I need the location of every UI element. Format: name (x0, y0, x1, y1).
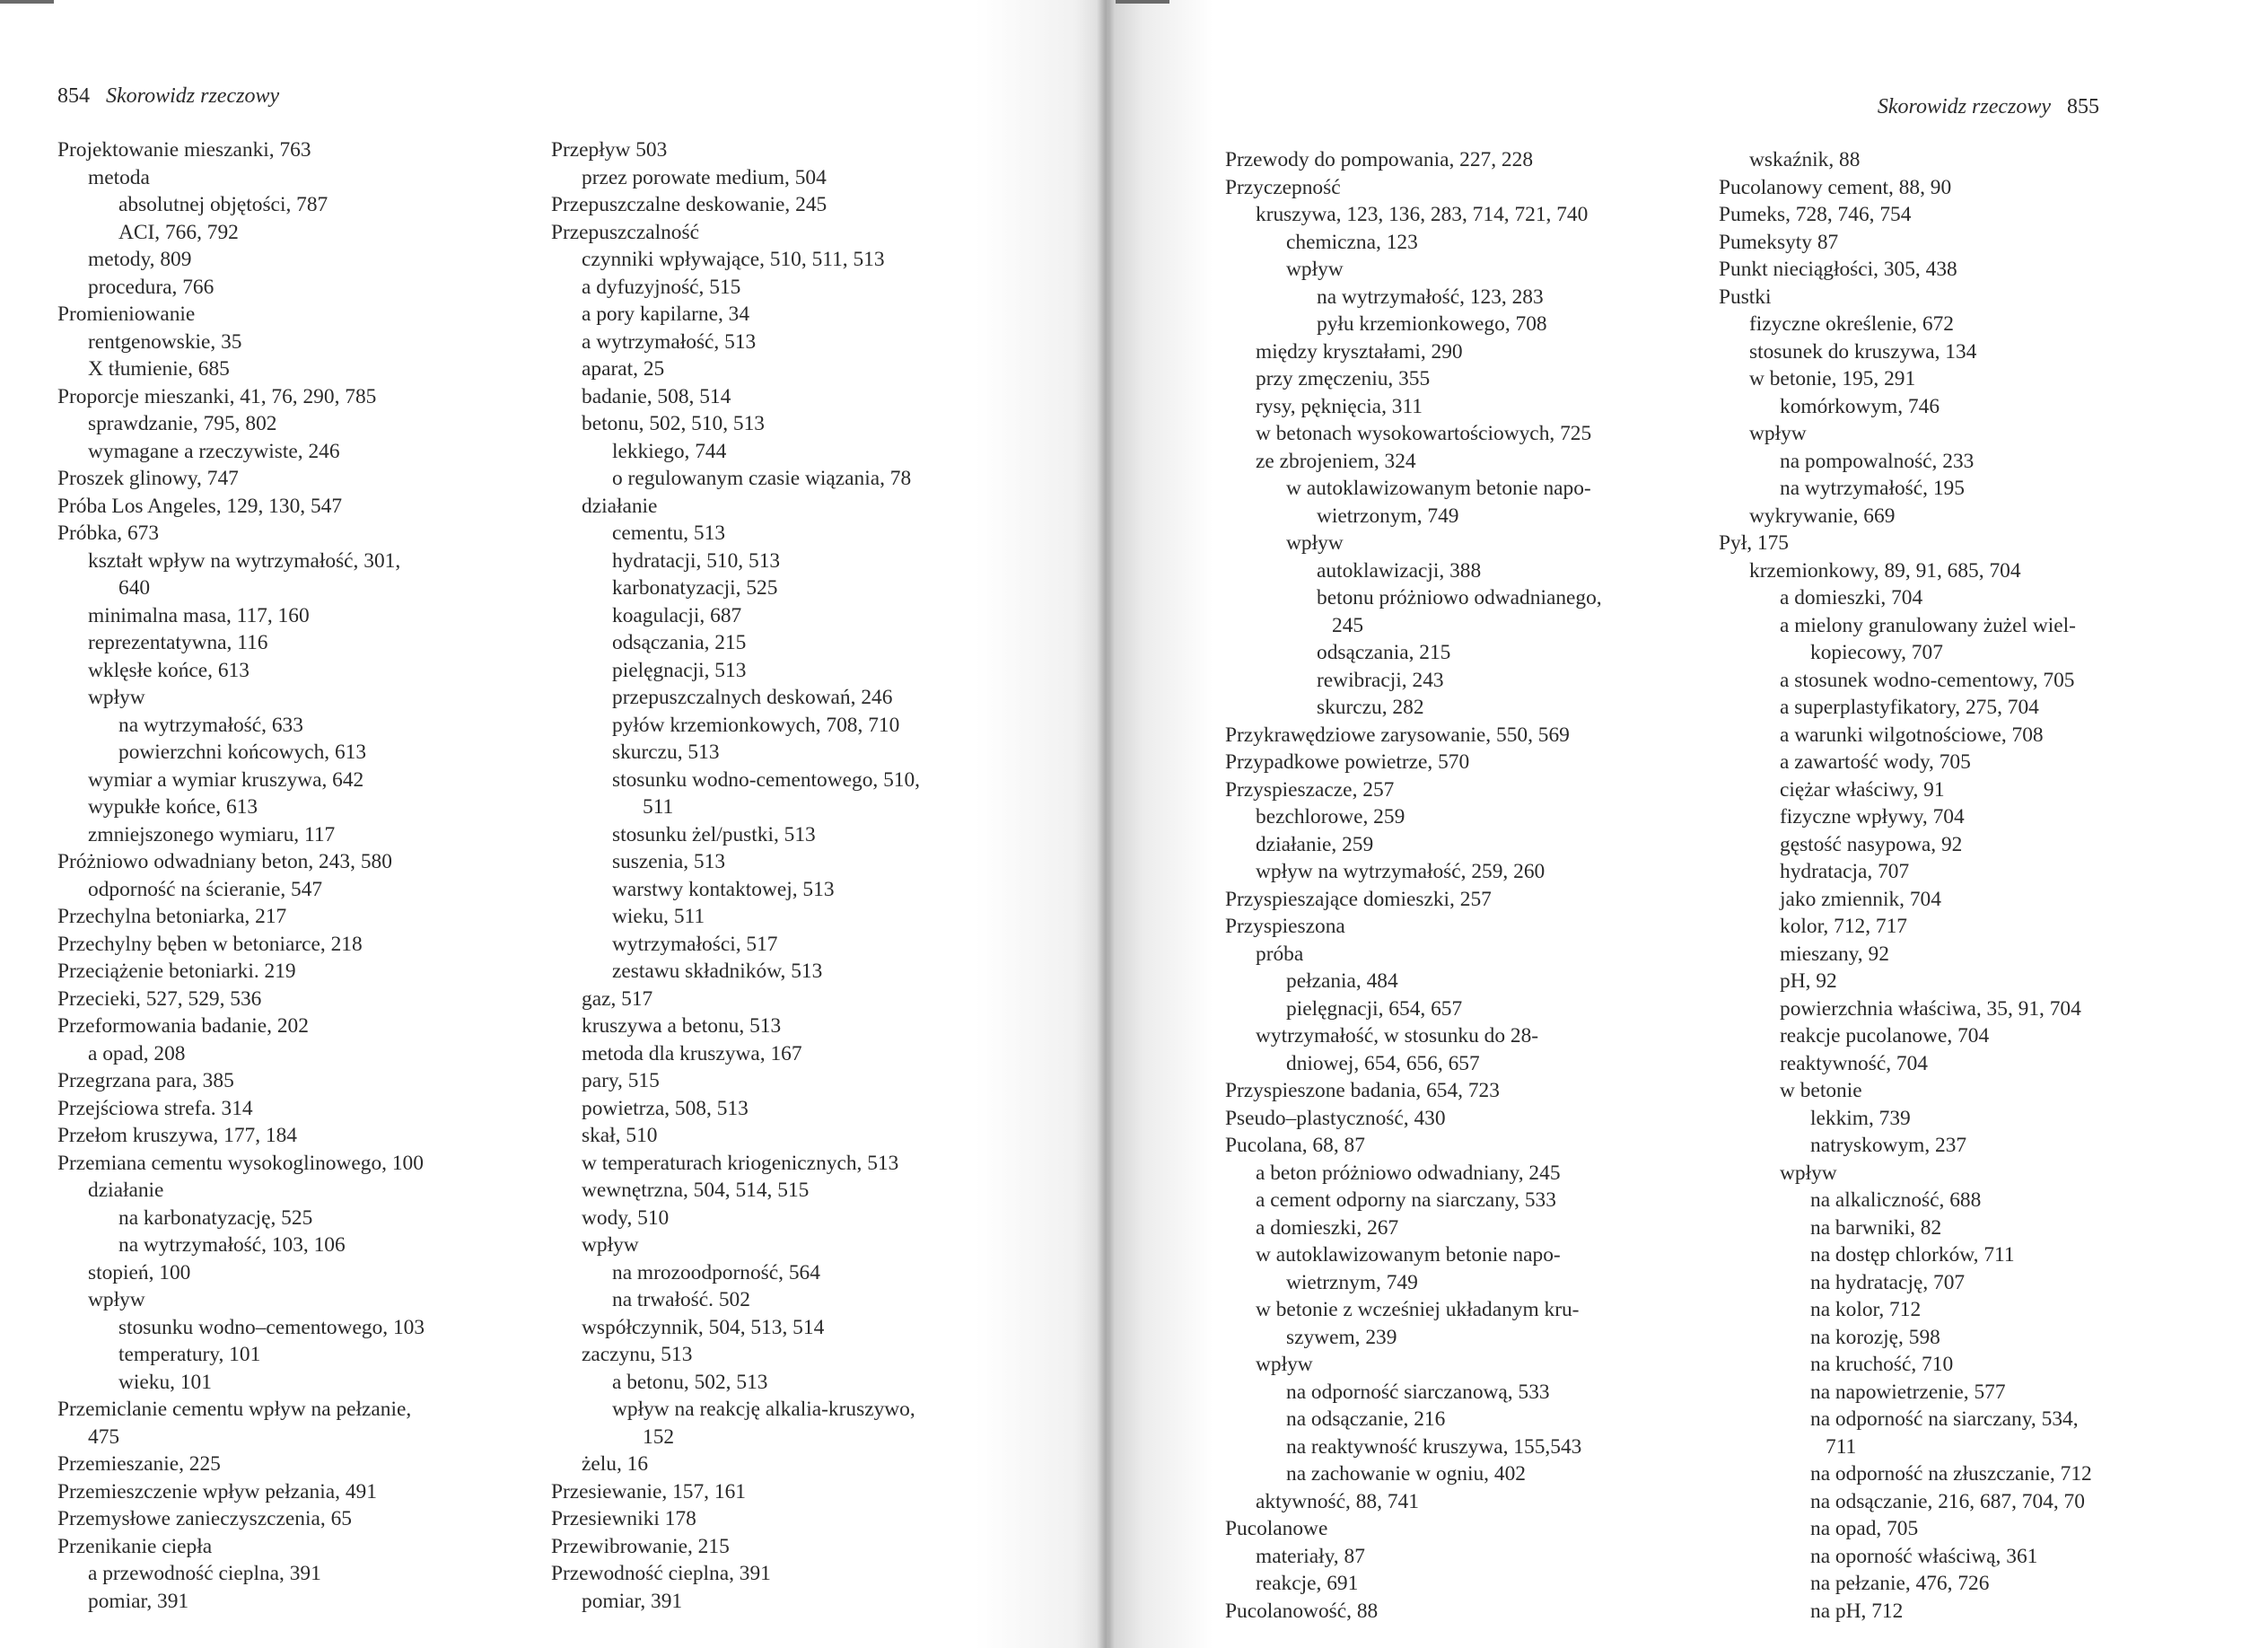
index-subentry: wpływ (1256, 1353, 1313, 1376)
index-subentry: powierzchnia właściwa, 35, 91, 704 (1780, 996, 2081, 1021)
index-subentry: a przewodność cieplna, 391 (88, 1562, 321, 1585)
index-subentry: natryskowym, 237 (1810, 1134, 1967, 1157)
index-subentry: dniowej, 654, 656, 657 (1286, 1051, 1480, 1075)
index-subentry: fizyczne określenie, 672 (1749, 312, 1954, 336)
index-entry: Pucolana, 68, 87 (1225, 1134, 1365, 1157)
index-subentry: bezchlorowe, 259 (1256, 805, 1405, 828)
index-subentry: w betonie z wcześniej układanym kru- (1256, 1298, 1580, 1321)
index-subentry: na opad, 705 (1810, 1517, 1919, 1540)
left-running-title: Skorowidz rzeczowy (106, 84, 280, 108)
index-subentry: chemiczna, 123 (1286, 230, 1418, 254)
index-entry: Przemiana cementu wysokoglinowego, 100 (57, 1151, 424, 1175)
index-subentry: pielęgnacji, 654, 657 (1286, 996, 1463, 1021)
index-subentry: a mielony granulowany żużel wiel- (1780, 613, 2076, 637)
index-column-2 (551, 136, 920, 1615)
index-subentry: w betonie, 195, 291 (1749, 367, 1916, 390)
index-entry: Przemiclanie cementu wpływ na pełzanie, (57, 1398, 412, 1421)
index-subentry: na pełzanie, 476, 726 (1810, 1572, 1990, 1595)
index-subentry: wpływ (582, 1233, 639, 1257)
index-entry: Punkt nieciągłości, 305, 438 (1719, 258, 1957, 281)
index-subentry: stosunku żel/pustki, 513 (612, 822, 816, 846)
index-subentry: zmniejszonego wymiaru, 117 (88, 822, 336, 846)
index-subentry: wpływ (1286, 258, 1344, 281)
index-subentry: pyłu krzemionkowego, 708 (1317, 312, 1547, 336)
index-subentry: w betonach wysokowartościowych, 725 (1256, 422, 1592, 445)
index-subentry: skurczu, 513 (612, 741, 720, 764)
index-subentry: 475 (88, 1424, 120, 1449)
index-subentry: o regulowanym czasie wiązania, 78 (612, 467, 912, 490)
index-entry: Pucolanowość, 88 (1225, 1599, 1379, 1623)
index-subentry: pyłów krzemionkowych, 708, 710 (612, 713, 900, 737)
index-subentry: na mrozoodporność, 564 (612, 1260, 820, 1284)
index-entry: Przyczepność (1225, 175, 1341, 199)
index-subentry: wpływ na wytrzymałość, 259, 260 (1256, 860, 1546, 883)
index-subentry: jako zmiennik, 704 (1780, 887, 1941, 911)
index-subentry: na dostęp chlorków, 711 (1810, 1243, 2015, 1267)
index-entry: Próbka, 673 (57, 522, 160, 545)
book-gutter (1097, 0, 1115, 1648)
index-subentry: na odsączanie, 216, 687, 704, 70 (1810, 1489, 2085, 1513)
index-subentry: pełzania, 484 (1286, 969, 1398, 993)
index-subentry: pomiar, 391 (582, 1589, 683, 1613)
index-subentry: autoklawizacji, 388 (1317, 558, 1482, 583)
index-entry: Przyspieszacze, 257 (1225, 777, 1395, 802)
index-subentry: reaktywność, 704 (1780, 1051, 1928, 1075)
index-entry: Przegrzana para, 385 (57, 1069, 234, 1092)
index-subentry: lekkim, 739 (1810, 1106, 1911, 1130)
index-subentry: na wytrzymałość, 123, 283 (1317, 285, 1544, 309)
index-entry: Pucolanowe (1225, 1517, 1328, 1540)
index-subentry: przez porowate medium, 504 (582, 165, 827, 189)
index-subentry: komórkowym, 746 (1780, 394, 1940, 418)
index-column-3 (1225, 146, 1602, 1625)
index-entry: Przemieszczenie wpływ pełzania, 491 (57, 1479, 377, 1503)
index-subentry: 511 (643, 795, 674, 819)
index-subentry: rewibracji, 243 (1317, 668, 1444, 692)
index-subentry: skał, 510 (582, 1124, 658, 1147)
index-subentry: działanie, 259 (1256, 832, 1374, 856)
index-subentry: ciężar właściwy, 91 (1780, 777, 1945, 802)
index-subentry: metoda (88, 165, 150, 189)
index-entry: Przeciążenie betoniarki. 219 (57, 960, 296, 983)
index-subentry: betonu, 502, 510, 513 (582, 412, 766, 435)
index-subentry: zestawu składników, 513 (612, 960, 823, 983)
index-subentry: wymiar a wymiar kruszywa, 642 (88, 767, 364, 792)
index-subentry: gaz, 517 (582, 986, 653, 1011)
index-subentry: wody, 510 (582, 1205, 670, 1230)
index-subentry: sprawdzanie, 795, 802 (88, 412, 277, 435)
index-entry: Przełom kruszywa, 177, 184 (57, 1124, 297, 1147)
index-subentry: reprezentatywna, 116 (88, 631, 268, 654)
index-subentry: na wytrzymałość, 633 (118, 713, 303, 737)
index-subentry: wietrznym, 749 (1286, 1270, 1418, 1294)
index-subentry: a domieszki, 267 (1256, 1215, 1399, 1240)
index-subentry: a warunki wilgotnościowe, 708 (1780, 723, 2044, 747)
index-subentry: na odporność siarczanową, 533 (1286, 1380, 1550, 1404)
index-entry: Przepuszczalność (551, 220, 699, 244)
index-entry: Przesiewniki 178 (551, 1507, 696, 1530)
index-column-4 (1719, 146, 2092, 1625)
index-subentry: na zachowanie w ogniu, 402 (1286, 1462, 1526, 1486)
right-page (1108, 0, 2268, 1648)
index-subentry: metody, 809 (88, 248, 192, 271)
index-subentry: pomiar, 391 (88, 1589, 189, 1613)
index-subentry: a superplastyfikatory, 275, 704 (1780, 696, 2039, 719)
index-entry: Pumeks, 728, 746, 754 (1719, 203, 1912, 226)
index-subentry: na karbonatyzację, 525 (118, 1205, 313, 1230)
index-subentry: na kolor, 712 (1810, 1298, 1922, 1321)
index-entry: Przewodność cieplna, 391 (551, 1562, 771, 1585)
index-subentry: wewnętrzna, 504, 514, 515 (582, 1179, 810, 1202)
index-subentry: kolor, 712, 717 (1780, 915, 1907, 938)
index-column-1 (57, 136, 425, 1615)
index-subentry: czynniki wpływające, 510, 511, 513 (582, 248, 885, 271)
index-entry: Przepływ 503 (551, 138, 668, 162)
index-subentry: wietrzonym, 749 (1317, 504, 1459, 528)
index-subentry: aktywność, 88, 741 (1256, 1489, 1419, 1513)
index-subentry: na napowietrzenie, 577 (1810, 1380, 2006, 1404)
index-subentry: ACI, 766, 792 (118, 220, 239, 244)
index-subentry: wytrzymałość, w stosunku do 28- (1256, 1024, 1539, 1048)
left-page-number: 854 (57, 84, 90, 108)
index-subentry: kruszywa, 123, 136, 283, 714, 721, 740 (1256, 203, 1589, 226)
index-subentry: a domieszki, 704 (1780, 586, 1923, 609)
index-subentry: minimalna masa, 117, 160 (88, 603, 310, 627)
index-subentry: na odporność na siarczany, 534, (1810, 1407, 2079, 1431)
index-subentry: lekkiego, 744 (612, 439, 727, 463)
index-subentry: pH, 92 (1780, 969, 1837, 993)
index-subentry: stosunku wodno–cementowego, 103 (118, 1315, 425, 1339)
index-subentry: a beton próżniowo odwadniany, 245 (1256, 1161, 1561, 1185)
index-entry: Przemysłowe zanieczyszczenia, 65 (57, 1507, 352, 1530)
index-subentry: stosunku wodno-cementowego, 510, (612, 767, 921, 792)
index-subentry: na wytrzymałość, 103, 106 (118, 1233, 346, 1257)
index-subentry: żelu, 16 (582, 1452, 649, 1476)
index-subentry: X tłumienie, 685 (88, 357, 230, 381)
page-edge-mark (0, 0, 54, 4)
index-subentry: mieszany, 92 (1780, 942, 1889, 966)
index-subentry: a dyfuzyjność, 515 (582, 275, 741, 299)
index-subentry: działanie (582, 494, 658, 518)
index-subentry: wieku, 101 (118, 1370, 212, 1394)
index-entry: Przewibrowanie, 215 (551, 1534, 730, 1558)
index-subentry: odsączania, 215 (612, 631, 747, 654)
index-subentry: temperatury, 101 (118, 1343, 261, 1366)
index-subentry: kopiecowy, 707 (1810, 641, 1943, 664)
index-entry: Przemieszanie, 225 (57, 1452, 221, 1476)
index-subentry: 640 (118, 576, 151, 600)
index-subentry: procedura, 766 (88, 275, 215, 299)
index-subentry: wpływ (1780, 1161, 1837, 1185)
index-subentry: wykrywanie, 669 (1749, 504, 1896, 528)
index-entry: Przewody do pompowania, 227, 228 (1225, 148, 1534, 171)
index-subentry: zaczynu, 513 (582, 1343, 693, 1366)
index-subentry: 245 (1332, 613, 1364, 637)
index-subentry: wpływ (88, 686, 145, 709)
index-subentry: absolutnej objętości, 787 (118, 193, 328, 216)
index-subentry: w temperaturach kriogenicznych, 513 (582, 1151, 899, 1175)
index-entry: Przykrawędziowe zarysowanie, 550, 569 (1225, 723, 1570, 747)
index-subentry: metoda dla kruszywa, 167 (582, 1041, 802, 1065)
index-subentry: krzemionkowy, 89, 91, 685, 704 (1749, 558, 2021, 583)
index-subentry: na wytrzymałość, 195 (1780, 477, 1965, 500)
index-subentry: próba (1256, 942, 1304, 966)
index-subentry: przy zmęczeniu, 355 (1256, 367, 1431, 390)
index-subentry: a cement odporny na siarczany, 533 (1256, 1188, 1556, 1212)
index-subentry: w autoklawizowanym betonie napo- (1286, 477, 1591, 500)
index-subentry: hydratacji, 510, 513 (612, 548, 781, 573)
index-subentry: koagulacji, 687 (612, 603, 742, 627)
index-subentry: betonu próżniowo odwadnianego, (1317, 586, 1602, 609)
index-subentry: odsączania, 215 (1317, 641, 1451, 664)
index-entry: Próba Los Angeles, 129, 130, 547 (57, 494, 343, 518)
index-subentry: a wytrzymałość, 513 (582, 329, 757, 354)
index-subentry: na korozję, 598 (1810, 1325, 1940, 1349)
index-entry: Przecieki, 527, 529, 536 (57, 986, 262, 1011)
index-entry: Pumeksyty 87 (1719, 230, 1839, 254)
index-entry: Pucolanowy cement, 88, 90 (1719, 175, 1952, 199)
left-page (0, 0, 1108, 1648)
index-subentry: pielęgnacji, 513 (612, 658, 747, 682)
index-subentry: wypukłe końce, 613 (88, 795, 258, 819)
index-subentry: badanie, 508, 514 (582, 384, 731, 408)
index-entry: Pył, 175 (1719, 531, 1789, 555)
index-subentry: kruszywa a betonu, 513 (582, 1014, 782, 1038)
index-entry: Próżniowo odwadniany beton, 243, 580 (57, 850, 392, 873)
index-subentry: na odsączanie, 216 (1286, 1407, 1446, 1431)
right-running-head (1878, 95, 2099, 119)
index-subentry: materiały, 87 (1256, 1544, 1365, 1568)
index-subentry: rysy, pęknięcia, 311 (1256, 394, 1423, 418)
index-entry: Przesiewanie, 157, 161 (551, 1479, 746, 1503)
index-entry: Przechylny bęben w betoniarce, 218 (57, 932, 363, 956)
index-entry: Przyspieszone badania, 654, 723 (1225, 1079, 1500, 1102)
page-edge-mark (1116, 0, 1169, 4)
index-subentry: stosunek do kruszywa, 134 (1749, 339, 1977, 364)
index-subentry: a zawartość wody, 705 (1780, 750, 1971, 774)
index-subentry: na odporność na złuszczanie, 712 (1810, 1462, 2092, 1486)
index-subentry: 711 (1826, 1434, 1857, 1459)
index-subentry: fizyczne wpływy, 704 (1780, 805, 1965, 828)
index-subentry: a opad, 208 (88, 1041, 186, 1065)
index-entry: Projektowanie mieszanki, 763 (57, 138, 311, 162)
index-subentry: szywem, 239 (1286, 1325, 1397, 1349)
index-entry: Przyspieszające domieszki, 257 (1225, 887, 1492, 911)
index-subentry: na kruchość, 710 (1810, 1353, 1954, 1376)
index-entry: Przeformowania badanie, 202 (57, 1014, 309, 1038)
right-running-title: Skorowidz rzeczowy (1877, 95, 2051, 118)
index-subentry: na oporność właściwą, 361 (1810, 1544, 2038, 1568)
index-subentry: wieku, 511 (612, 905, 705, 928)
index-entry: Proszek glinowy, 747 (57, 467, 239, 490)
index-entry: Przypadkowe powietrze, 570 (1225, 750, 1470, 774)
index-subentry: na pompowalność, 233 (1780, 449, 1975, 473)
index-subentry: ze zbrojeniem, 324 (1256, 449, 1416, 473)
index-entry: Przyspieszona (1225, 915, 1345, 938)
index-subentry: współczynnik, 504, 513, 514 (582, 1315, 825, 1339)
index-subentry: hydratacja, 707 (1780, 860, 1910, 883)
index-subentry: gęstość nasypowa, 92 (1780, 832, 1963, 856)
index-subentry: wpływ (1286, 531, 1344, 555)
index-subentry: działanie (88, 1179, 164, 1202)
index-subentry: a stosunek wodno-cementowy, 705 (1780, 668, 2075, 692)
index-subentry: wytrzymałości, 517 (612, 932, 778, 956)
index-subentry: w betonie (1780, 1079, 1862, 1102)
index-subentry: między kryształami, 290 (1256, 339, 1463, 364)
index-entry: Przechylna betoniarka, 217 (57, 905, 287, 928)
index-subentry: aparat, 25 (582, 357, 665, 381)
index-subentry: stopień, 100 (88, 1260, 191, 1284)
index-entry: Przenikanie ciepła (57, 1534, 213, 1558)
index-subentry: wpływ (1749, 422, 1807, 445)
index-subentry: odporność na ścieranie, 547 (88, 877, 323, 901)
left-running-head (57, 84, 279, 109)
index-subentry: karbonatyzacji, 525 (612, 576, 778, 600)
index-subentry: rentgenowskie, 35 (88, 329, 242, 354)
index-subentry: skurczu, 282 (1317, 696, 1424, 719)
index-subentry: wskaźnik, 88 (1749, 148, 1861, 171)
index-subentry: powietrza, 508, 513 (582, 1096, 749, 1120)
index-subentry: kształt wpływ na wytrzymałość, 301, (88, 548, 401, 573)
index-subentry: na pH, 712 (1810, 1599, 1904, 1623)
index-subentry: pary, 515 (582, 1069, 660, 1092)
right-page-number: 855 (2067, 95, 2099, 118)
index-entry: Przejściowa strefa. 314 (57, 1096, 253, 1120)
index-subentry: przepuszczalnych deskowań, 246 (612, 686, 893, 709)
index-subentry: reakcje, 691 (1256, 1572, 1359, 1595)
index-subentry: a pory kapilarne, 34 (582, 302, 750, 326)
index-subentry: na trwałość. 502 (612, 1288, 750, 1311)
index-subentry: a betonu, 502, 513 (612, 1370, 768, 1394)
index-subentry: powierzchni końcowych, 613 (118, 741, 367, 764)
index-subentry: na hydratację, 707 (1810, 1270, 1966, 1294)
index-subentry: na reaktywność kruszywa, 155,543 (1286, 1434, 1582, 1459)
index-subentry: wymagane a rzeczywiste, 246 (88, 439, 340, 463)
index-subentry: cementu, 513 (612, 522, 726, 545)
index-subentry: wpływ na reakcję alkalia-kruszywo, (612, 1398, 915, 1421)
index-entry: Pustki (1719, 285, 1772, 309)
index-subentry: suszenia, 513 (612, 850, 726, 873)
index-entry: Pseudo–plastyczność, 430 (1225, 1106, 1446, 1130)
index-subentry: wklęsłe końce, 613 (88, 658, 250, 682)
index-entry: Proporcje mieszanki, 41, 76, 290, 785 (57, 384, 377, 408)
index-subentry: na barwniki, 82 (1810, 1215, 1942, 1240)
index-subentry: warstwy kontaktowej, 513 (612, 877, 835, 901)
index-subentry: na alkaliczność, 688 (1810, 1188, 1982, 1212)
index-subentry: reakcje pucolanowe, 704 (1780, 1024, 1990, 1048)
index-subentry: wpływ (88, 1288, 145, 1311)
index-subentry: 152 (643, 1424, 675, 1449)
index-entry: Promieniowanie (57, 302, 196, 326)
index-subentry: w autoklawizowanym betonie napo- (1256, 1243, 1561, 1267)
index-entry: Przepuszczalne deskowanie, 245 (551, 193, 828, 216)
